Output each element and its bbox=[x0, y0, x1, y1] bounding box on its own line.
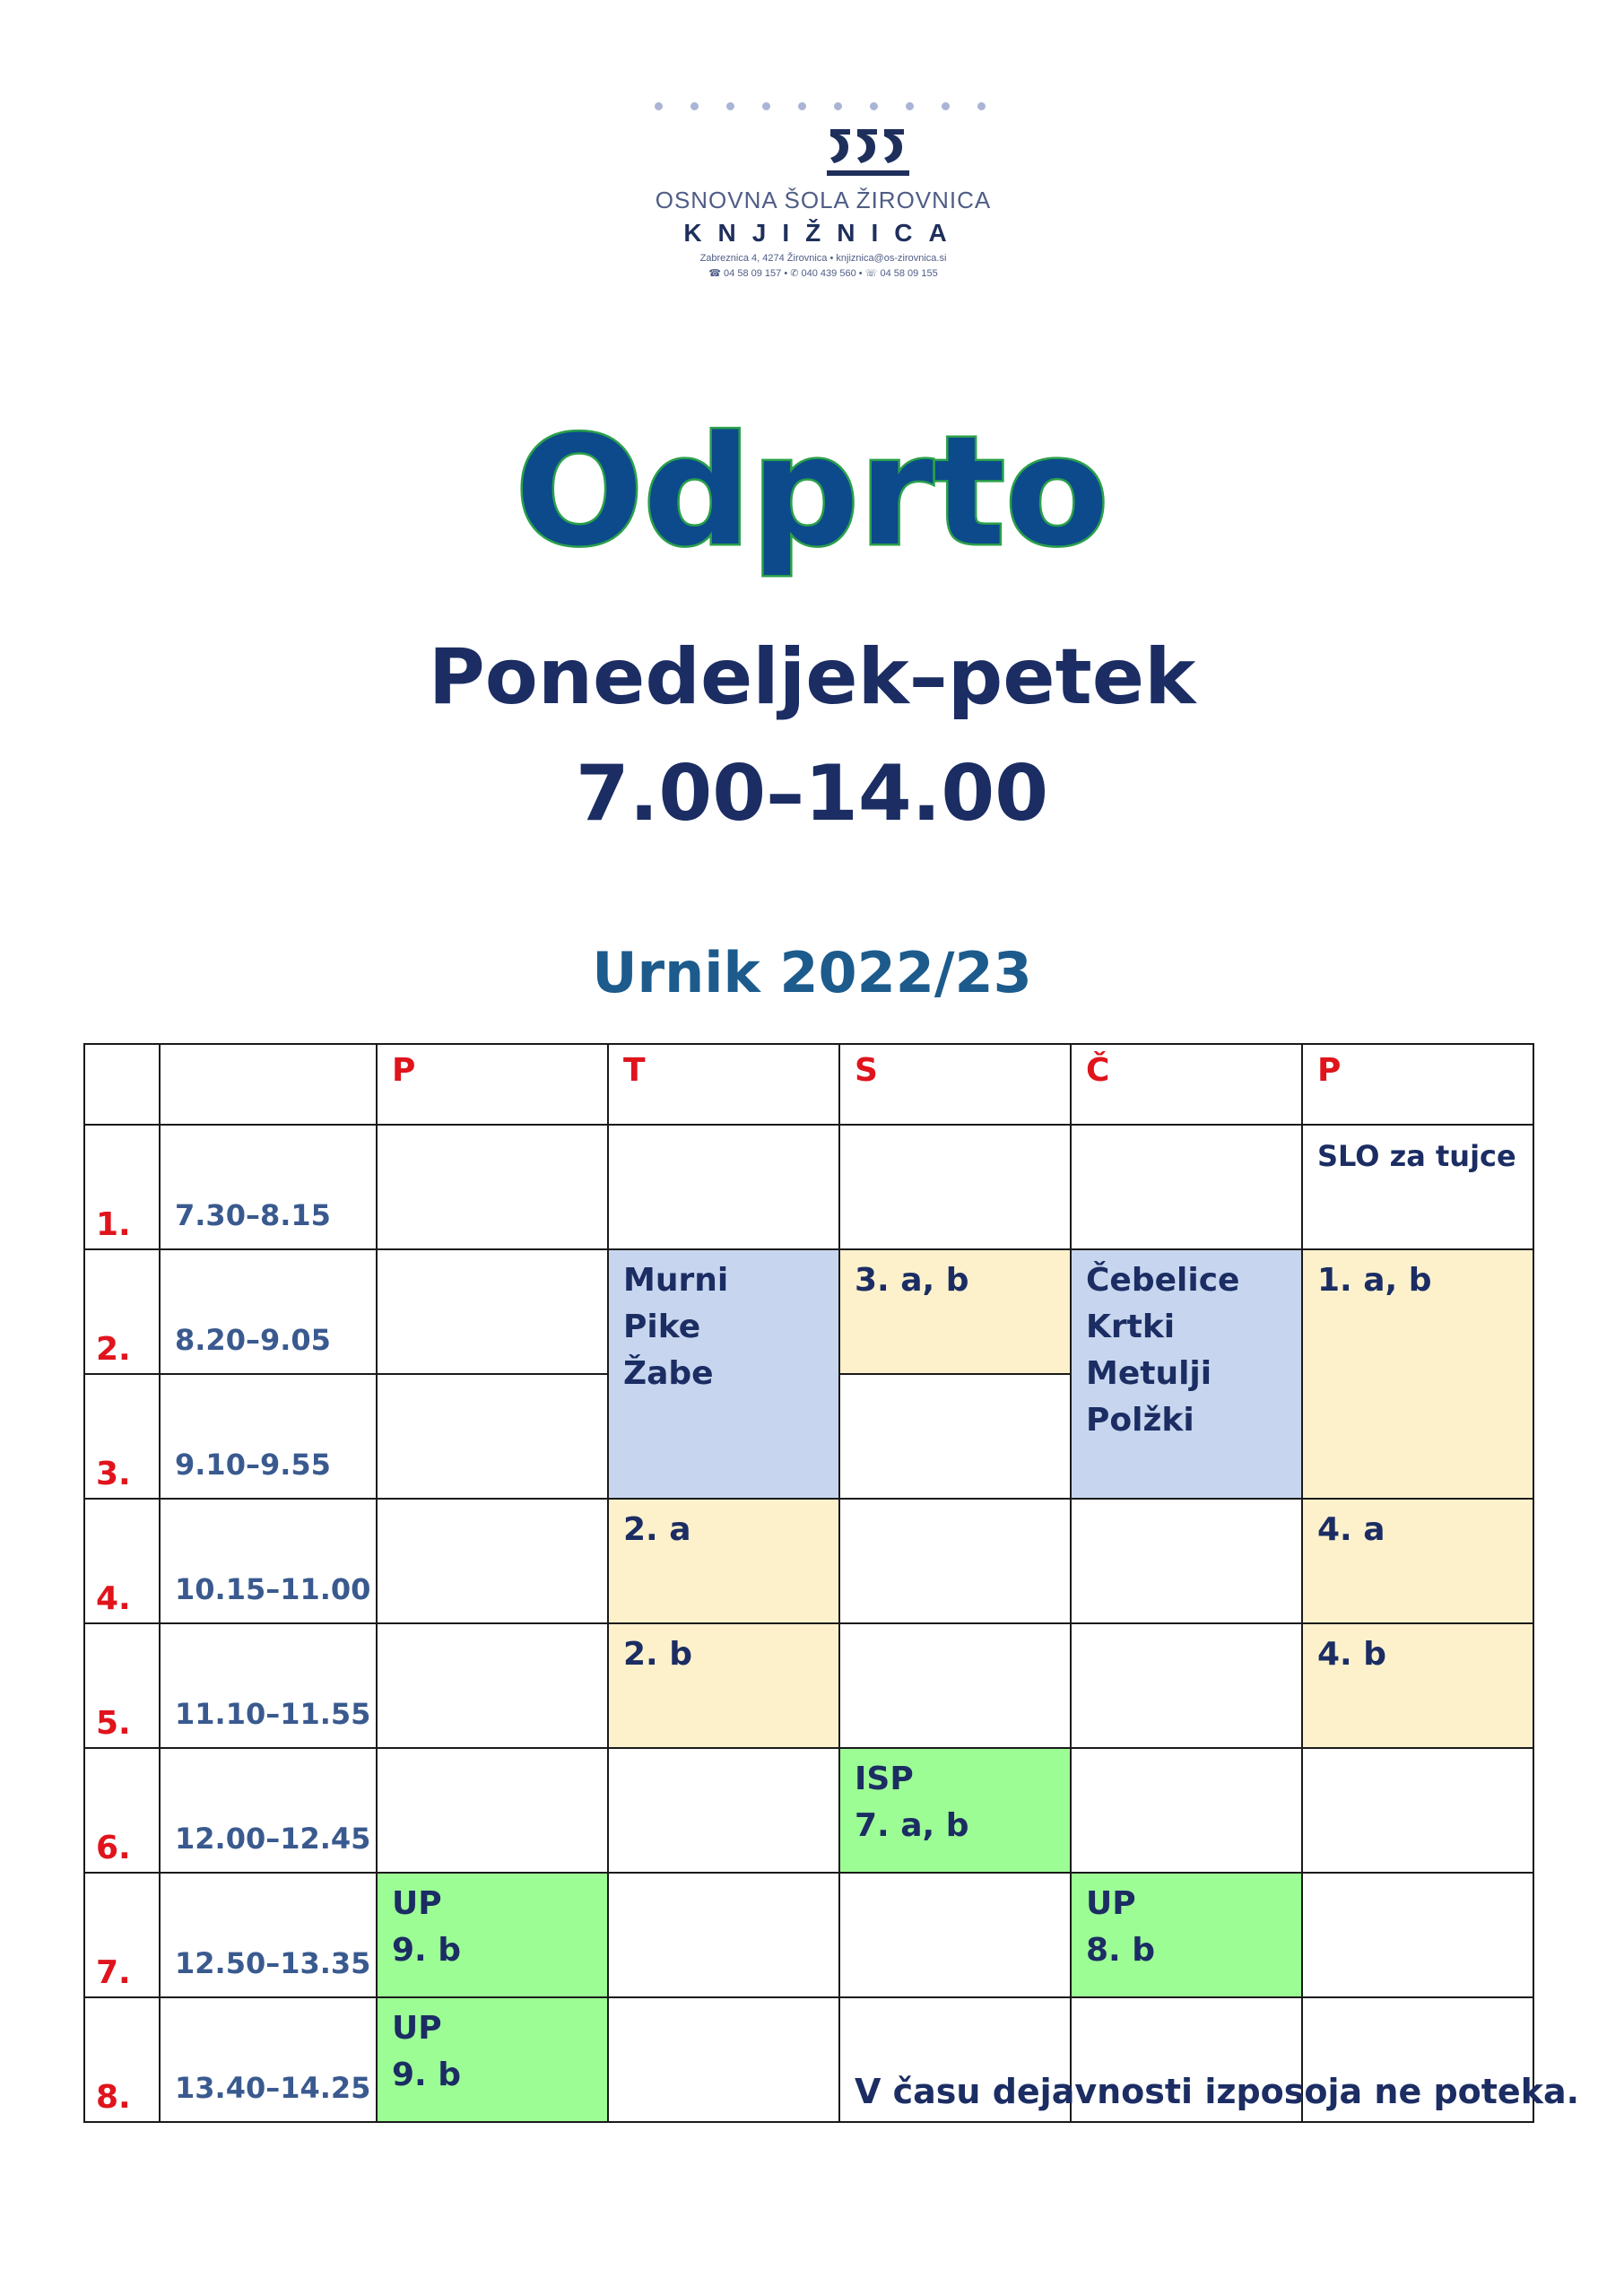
entry-line: UP bbox=[392, 1885, 442, 1922]
period-number: 3. bbox=[84, 1374, 160, 1499]
entry-line: ISP bbox=[855, 1761, 914, 1797]
entry-line: 3. a, b bbox=[855, 1262, 969, 1299]
empty-cell bbox=[377, 1748, 608, 1873]
empty-cell bbox=[608, 1873, 839, 1997]
day-header-tue: T bbox=[608, 1044, 839, 1125]
period-number: 7. bbox=[84, 1873, 160, 1997]
entry-line: UP bbox=[392, 2010, 442, 2047]
day-header-thu: Č bbox=[1071, 1044, 1302, 1125]
empty-cell bbox=[1302, 1873, 1533, 1997]
empty-cell bbox=[377, 1623, 608, 1748]
period-number: 2. bbox=[84, 1249, 160, 1374]
empty-cell bbox=[839, 1125, 1071, 1249]
entry-line: 8. b bbox=[1086, 1932, 1156, 1969]
footer-note: V času dejavnosti izposoja ne poteka. bbox=[855, 2072, 1580, 2111]
entry-line: 4. b bbox=[1317, 1636, 1387, 1673]
day-header-mon: P bbox=[377, 1044, 608, 1125]
empty-cell bbox=[608, 1125, 839, 1249]
period-time: 11.10–11.55 bbox=[160, 1623, 377, 1748]
schedule-entry bbox=[377, 1873, 608, 1997]
schedule-entry bbox=[608, 1249, 839, 1499]
period-time: 12.00–12.45 bbox=[160, 1748, 377, 1873]
entry-line: Metulji bbox=[1086, 1355, 1212, 1392]
period-row bbox=[84, 1125, 1533, 1249]
empty-cell bbox=[608, 1997, 839, 2122]
entry-line: Čebelice bbox=[1086, 1262, 1240, 1299]
empty-cell bbox=[1071, 1499, 1302, 1623]
entry-line: Pike bbox=[623, 1309, 701, 1345]
period-number: 6. bbox=[84, 1748, 160, 1873]
empty-cell bbox=[1071, 1623, 1302, 1748]
entry-line: Krtki bbox=[1086, 1309, 1176, 1345]
open-days: Ponedeljek–petek bbox=[428, 632, 1196, 722]
period-number: 8. bbox=[84, 1997, 160, 2122]
school-library-logo bbox=[646, 100, 995, 284]
entry-line: 9. b bbox=[392, 2057, 462, 2093]
entry-line: SLO za tujce bbox=[1317, 1139, 1516, 1173]
logo-dot-row bbox=[655, 100, 995, 111]
empty-cell bbox=[1071, 1125, 1302, 1249]
period-time: 9.10–9.55 bbox=[160, 1374, 377, 1499]
period-row bbox=[84, 1748, 1533, 1873]
open-hours: 7.00–14.00 bbox=[575, 749, 1049, 839]
entry-line: UP bbox=[1086, 1885, 1136, 1922]
day-header-fri: P bbox=[1302, 1044, 1533, 1125]
period-row bbox=[84, 1249, 1533, 1374]
empty-cell bbox=[1302, 1748, 1533, 1873]
period-time: 10.15–11.00 bbox=[160, 1499, 377, 1623]
entry-line: Murni bbox=[623, 1262, 729, 1299]
header-row bbox=[84, 1044, 1533, 1125]
empty-cell bbox=[377, 1374, 608, 1499]
schedule-entry bbox=[839, 1748, 1071, 1873]
entry-line: 9. b bbox=[392, 1932, 462, 1969]
period-number: 4. bbox=[84, 1499, 160, 1623]
schedule-entry bbox=[608, 1499, 839, 1623]
entry-line: Polžki bbox=[1086, 1402, 1194, 1439]
school-emblem-icon bbox=[825, 124, 911, 179]
empty-cell bbox=[377, 1249, 608, 1374]
empty-cell bbox=[839, 1499, 1071, 1623]
empty-cell bbox=[839, 1623, 1071, 1748]
time-header-cell bbox=[160, 1044, 377, 1125]
period-time: 12.50–13.35 bbox=[160, 1873, 377, 1997]
entry-line: 2. b bbox=[623, 1636, 693, 1673]
schedule-entry bbox=[1071, 1873, 1302, 1997]
period-time: 8.20–9.05 bbox=[160, 1249, 377, 1374]
schedule-table bbox=[83, 1043, 1534, 2123]
period-time: 13.40–14.25 bbox=[160, 1997, 377, 2122]
period-number: 1. bbox=[84, 1125, 160, 1249]
open-heading: Odprto bbox=[515, 404, 1109, 579]
schedule-entry bbox=[1302, 1249, 1533, 1499]
empty-cell bbox=[1071, 1748, 1302, 1873]
entry-line: 1. a, b bbox=[1317, 1262, 1432, 1299]
logo-library-name: KNJIŽNICA bbox=[683, 219, 963, 247]
empty-cell bbox=[608, 1748, 839, 1873]
empty-cell bbox=[839, 1873, 1071, 1997]
period-number: 5. bbox=[84, 1623, 160, 1748]
empty-cell bbox=[377, 1125, 608, 1249]
schedule-entry bbox=[608, 1623, 839, 1748]
schedule-entry bbox=[1302, 1623, 1533, 1748]
entry-line: 7. a, b bbox=[855, 1807, 969, 1844]
day-header-wed: S bbox=[839, 1044, 1071, 1125]
period-row bbox=[84, 1499, 1533, 1623]
logo-address: Zabreznica 4, 4274 Žirovnica • knjiznica@os-zirovnica.si bbox=[699, 253, 947, 264]
schedule-entry bbox=[1302, 1499, 1533, 1623]
period-row bbox=[84, 1873, 1533, 1997]
entry-line: Žabe bbox=[623, 1355, 714, 1392]
schedule-entry bbox=[377, 1997, 608, 2122]
empty-cell bbox=[839, 1374, 1071, 1499]
empty-cell bbox=[377, 1499, 608, 1623]
logo-phones: ☎ 04 58 09 157 • ✆ 040 439 560 • ☏ 04 58 09 155 bbox=[708, 268, 938, 279]
logo-school-name: OSNOVNA ŠOLA ŽIROVNICA bbox=[655, 187, 992, 213]
schedule-entry bbox=[1302, 1125, 1533, 1249]
schedule-entry bbox=[839, 1249, 1071, 1374]
entry-line: 2. a bbox=[623, 1511, 691, 1548]
corner-cell bbox=[84, 1044, 160, 1125]
schedule-entry bbox=[1071, 1249, 1302, 1499]
schedule-title: Urnik 2022/23 bbox=[592, 940, 1032, 1005]
period-time: 7.30–8.15 bbox=[160, 1125, 377, 1249]
period-row bbox=[84, 1623, 1533, 1748]
entry-line: 4. a bbox=[1317, 1511, 1385, 1548]
